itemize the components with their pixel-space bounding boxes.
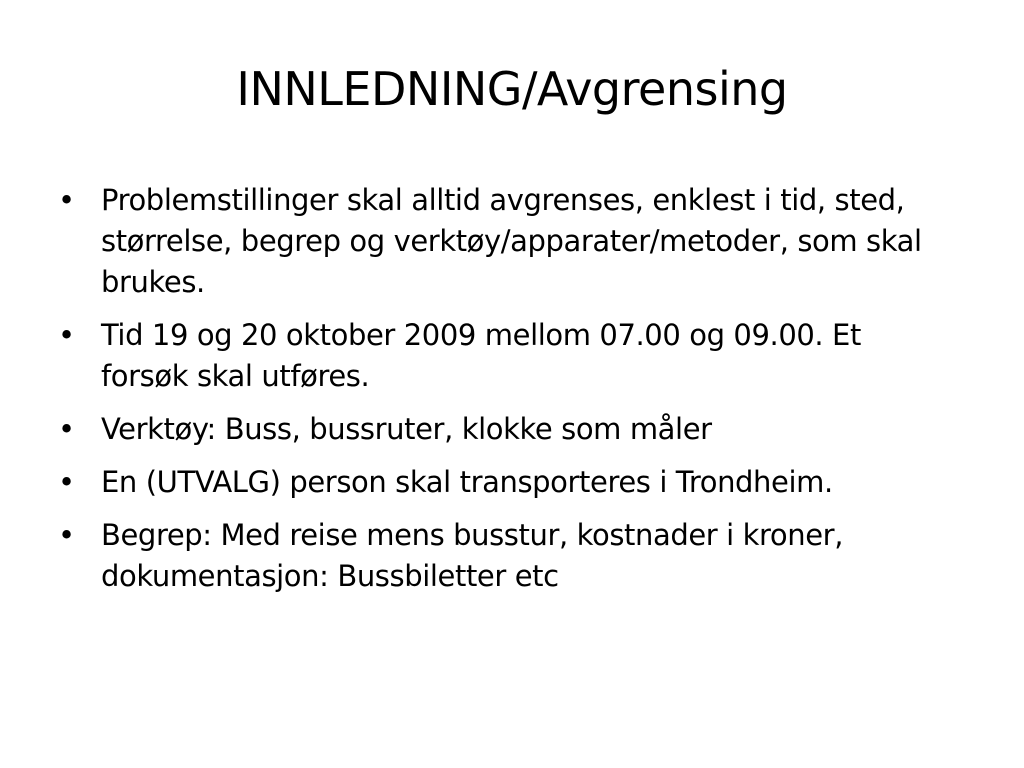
bullet-list (56, 180, 956, 609)
bullet-dot-icon: • (58, 465, 75, 499)
bullet-text: Begrep: Med reise mens busstur, kostnader i kroner, dokumentasjon: Bussbiletter etc (101, 518, 844, 593)
bullet-text: Verktøy: Buss, bussruter, klokke som måler (101, 412, 712, 446)
bullet-text: En (UTVALG) person skal transporteres i Trondheim. (101, 465, 833, 499)
bullet-item (56, 180, 956, 303)
bullet-item (56, 315, 956, 397)
bullet-dot-icon: • (58, 518, 75, 552)
bullet-item (56, 515, 956, 597)
bullet-text: Problemstillinger skal alltid avgrenses, enklest i tid, sted, størrelse, begrep og verktøy/apparater/metoder, som skal brukes. (101, 183, 922, 299)
bullet-text: Tid 19 og 20 oktober 2009 mellom 07.00 og 09.00. Et forsøk skal utføres. (101, 318, 861, 393)
bullet-dot-icon: • (58, 412, 75, 446)
bullet-dot-icon: • (58, 183, 75, 217)
bullet-item (56, 462, 956, 503)
bullet-dot-icon: • (58, 318, 75, 352)
slide-title: INNLEDNING/Avgrensing (236, 62, 788, 116)
bullet-item (56, 409, 956, 450)
